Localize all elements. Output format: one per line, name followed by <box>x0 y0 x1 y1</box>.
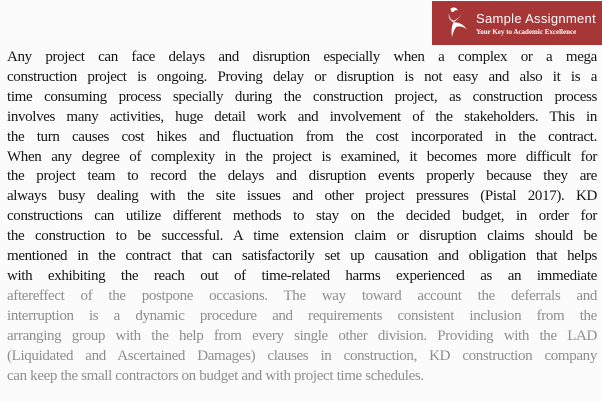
logo-brand-text: Sample Assignment <box>476 10 596 26</box>
text-line: involves many activities, huge detail work and involvement of the stakeholders. This in <box>7 108 597 125</box>
logo-tagline: Your Key to Academic Excellence <box>476 27 577 36</box>
text-line: the construction to be successful. A time extension claim or disruption claims should be <box>7 228 597 245</box>
text-line: interruption is a dynamic procedure and requirements consistent inclusion from the <box>7 307 597 324</box>
text-line: time consuming process specially during the construction project, as construction process <box>7 88 597 105</box>
text-line: the turn causes cost hikes and fluctuation from the cost incorporated in the contract. <box>7 128 597 145</box>
text-line: always busy dealing with the site issues and other project pressures (Pistal 2017). KD <box>7 188 597 205</box>
text-line: constructions can utilize different methods to stay on the decided budget, in order for <box>7 208 597 225</box>
text-line: (Liquidated and Ascertained Damages) clauses in construction, KD construction company <box>7 347 597 364</box>
document-body <box>7 48 597 386</box>
text-line: the project team to record the delays and disruption events properly because they are <box>7 168 597 185</box>
text-line: construction project is ongoing. Proving delay or disruption is not easy and also it is a <box>7 68 597 85</box>
text-line: with exhibiting the reach out of time-related harms experienced as an immediate <box>7 267 597 284</box>
text-line: When any degree of complexity in the project is examined, it becomes more difficult for <box>7 148 597 165</box>
text-line: mentioned in the contract that can satisfactorily set up causation and obligation that helps <box>7 248 597 265</box>
sample-assignment-logo <box>432 1 602 45</box>
figure-logo-icon <box>440 5 470 41</box>
text-line: can keep the small contractors on budget and with project time schedules. <box>7 367 424 384</box>
text-line: Any project can face delays and disruption especially when a complex or a mega <box>7 49 597 65</box>
text-line: aftereffect of the postpone occasions. The way toward account the deferrals and <box>7 287 597 304</box>
text-line: arranging group with the help from every single other division. Providing with the LAD <box>7 327 597 344</box>
